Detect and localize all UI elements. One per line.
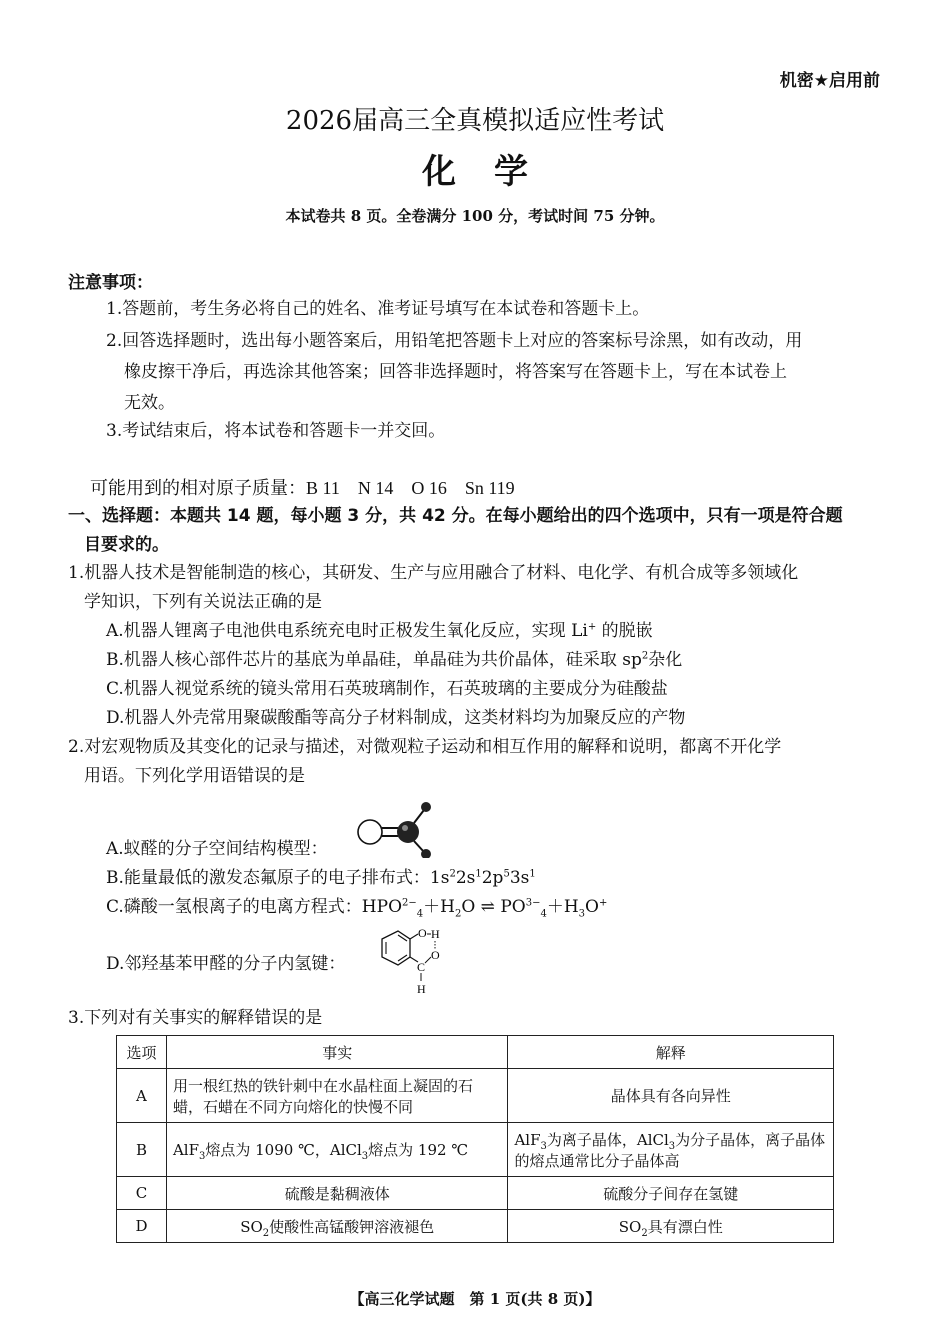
row-explanation: 硫酸分子间存在氢键 [508, 1177, 834, 1210]
notice-item-1: 1.答题前，考生务必将自己的姓名、准考证号填写在本试卷和答题卡上。 [106, 299, 650, 319]
question-3-stem: 3.下列对有关事实的解释错误的是 [68, 1008, 323, 1028]
notice-item-2 [106, 326, 886, 419]
q2-option-a: A.蚁醛的分子空间结构模型： [106, 839, 328, 859]
header-explanation: 解释 [508, 1036, 834, 1069]
atom-o1: O [418, 926, 427, 940]
atom-h1: H [431, 927, 440, 941]
hydrogen-atom [421, 802, 431, 812]
page-footer: 【高三化学试题 第 1 页(共 8 页)】 [349, 1290, 601, 1308]
confidential-label: 机密★启用前 [779, 71, 880, 91]
salicylaldehyde-structure [368, 925, 448, 997]
atom-h2: H [417, 982, 426, 996]
q1-option-a: A.机器人锂离子电池供电系统充电时正极发生氧化反应，实现 Li+ 的脱嵌 [106, 621, 653, 641]
atom-c: C [417, 960, 426, 974]
table-row [117, 1210, 834, 1243]
notice-heading: 注意事项： [68, 273, 153, 293]
notice-item-2-line-2: 橡皮擦干净后，再选涂其他答案；回答非选择题时，将答案写在答题卡上，写在本试卷上 [124, 362, 787, 382]
q3-table [116, 1035, 834, 1243]
q2-option-c: C.磷酸一氢根离子的电离方程式：$HPO^{2-}_4+H_2O$ ⇌ $PO^{3-}_4+H_3O^+$ [106, 897, 608, 920]
subject-title: 化学 [422, 152, 566, 192]
section-heading-line-1: 一、选择题：本题共 14 题，每小题 3 分，共 42 分。在每小题给出的四个选项中，只有一项是符合题 [68, 506, 843, 526]
exam-title: 2026届高三全真模拟适应性考试 [285, 106, 665, 136]
row-explanation: 晶体具有各向异性 [508, 1069, 834, 1123]
table-row [117, 1123, 834, 1177]
exam-info: 本试卷共 8 页。全卷满分 100 分，考试时间 75 分钟。 [285, 207, 665, 225]
q1-option-b: B.机器人核心部件芯片的基底为单晶硅，单晶硅为共价晶体，硅采取 $sp^2$杂化 [106, 650, 683, 670]
row-fact: 用一根红热的铁针刺中在水晶柱面上凝固的石蜡，石蜡在不同方向熔化的快慢不同 [166, 1069, 508, 1123]
row-option: D [117, 1210, 167, 1243]
question-2-stem [68, 733, 888, 791]
row-explanation: AlF$_3$为离子晶体，AlCl$_3$为分子晶体，离子晶体的熔点通常比分子晶体高 [508, 1123, 834, 1177]
notice-item-2-line-3: 无效。 [124, 393, 175, 413]
row-fact: AlF$_3$熔点为 1090 ℃，AlCl$_3$熔点为 192 ℃ [166, 1123, 508, 1177]
row-option: A [117, 1069, 167, 1123]
section-heading [68, 502, 888, 560]
q2-stem-line-2: 用语。下列化学用语错误的是 [84, 766, 305, 786]
formaldehyde-model [350, 794, 440, 858]
table-row [117, 1177, 834, 1210]
q1-stem-line-1: 1.机器人技术是智能制造的核心，其研发、生产与应用融合了材料、电化学、有机合成等多领域化 [68, 563, 799, 583]
row-option: B [117, 1123, 167, 1177]
atom-o2: O [431, 948, 440, 962]
q1-stem-line-2: 学知识，下列有关说法正确的是 [84, 592, 322, 612]
row-option: C [117, 1177, 167, 1210]
row-fact: $SO_2$使酸性高锰酸钾溶液褪色 [166, 1210, 508, 1243]
table-header-row [117, 1036, 834, 1069]
q2-option-b: B.能量最低的激发态氟原子的电子排布式：$1s^22s^12p^53s^1$ [106, 868, 536, 888]
q1-option-d: D.机器人外壳常用聚碳酸酯等高分子材料制成，这类材料均为加聚反应的产物 [106, 708, 686, 728]
notice-item-2-line-1: 2.回答选择题时，选出每小题答案后，用铅笔把答题卡上对应的答案标号涂黑，如有改动，用 [106, 331, 803, 351]
notice-item-3: 3.考试结束后，将本试卷和答题卡一并交回。 [106, 421, 446, 441]
row-fact: 硫酸是黏稠液体 [166, 1177, 508, 1210]
question-1-stem [68, 559, 888, 617]
atomic-masses: 可能用到的相对原子质量：B 11 N 14 O 16 Sn 119 [90, 478, 515, 498]
section-heading-line-2: 目要求的。 [84, 535, 169, 555]
q2-stem-line-1: 2.对宏观物质及其变化的记录与描述，对微观粒子运动和相互作用的解释和说明，都离不开化学 [68, 737, 782, 757]
row-explanation: $SO_2$具有漂白性 [508, 1210, 834, 1243]
header-option: 选项 [117, 1036, 167, 1069]
carbon-atom [397, 821, 419, 843]
oxygen-atom [358, 820, 382, 844]
q1-option-c: C.机器人视觉系统的镜头常用石英玻璃制作，石英玻璃的主要成分为硅酸盐 [106, 679, 668, 699]
header-fact: 事实 [166, 1036, 508, 1069]
table-row [117, 1069, 834, 1123]
q2-option-d: D.邻羟基苯甲醛的分子内氢键： [106, 954, 346, 974]
